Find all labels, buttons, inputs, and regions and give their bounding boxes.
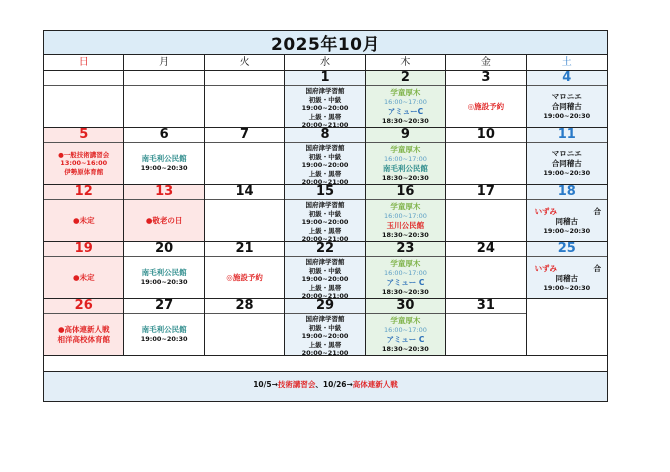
day-cell [366,185,446,242]
event-line: 初級・中級 [308,266,342,275]
day-cell [285,128,365,185]
event-line: 19:00~20:30 [140,278,188,287]
day-number: 1 [285,71,364,86]
day-number: 23 [366,242,445,257]
day-cell [446,242,526,299]
day-number: 15 [285,185,364,200]
event-line: 20:00~21:00 [301,178,349,185]
calendar-title: 2025年10月 [271,35,380,55]
event-line: 同稽古 [555,273,579,283]
day-cell [446,128,526,185]
day-cell [205,71,285,128]
event-line: いずみ [534,206,558,216]
event-line: 上級・黒帯 [308,169,342,178]
day-cell [205,128,285,185]
event-line: 19:00~20:30 [543,112,591,121]
day-cell [446,299,526,356]
footer-part: 技術講習会 [277,380,316,389]
weekday-wed: 水 [285,55,365,70]
event-line: ◎施設予約 [467,101,505,111]
event-line: 19:00~20:00 [301,218,349,227]
event-line: 16:00~17:00 [383,268,427,277]
day-number: 17 [446,185,525,200]
day-number: 25 [527,242,607,257]
event-line: 初級・中級 [308,209,342,218]
footer-part: 高体連新人戦 [352,380,398,389]
event-line: 学童厚木 [390,315,421,325]
event-line: 19:00~20:30 [140,164,188,173]
event-line: 18:30~20:30 [382,116,429,125]
event-line: 16:00~17:00 [383,211,427,220]
event-line: いずみ [534,263,558,273]
day-cell [285,185,365,242]
event-line: 同稽古 [555,216,579,226]
event-line: ●敬老の日 [145,215,183,225]
event-line: 国府津学習館 [305,258,345,266]
event-line: 南毛利公民館 [382,163,428,173]
event-line: 学童厚木 [390,258,421,268]
day-number: 7 [205,128,284,143]
day-number: 27 [124,299,203,314]
event-line: 16:00~17:00 [383,97,427,106]
event-line: 19:00~20:00 [301,161,349,170]
event-line: アミュー C [386,334,425,344]
day-cell [285,242,365,299]
day-number: 16 [366,185,445,200]
event-line: 学童厚木 [390,201,421,211]
day-number: 28 [205,299,284,314]
event-line: 20:00~21:00 [301,349,349,356]
event-line: 合同稽古 [551,159,582,169]
day-number: 19 [44,242,123,257]
day-cell [527,128,607,185]
day-number: 22 [285,242,364,257]
event-line: ◎施設予約 [226,272,263,282]
day-cell [285,71,365,128]
event-line: ●一般技術講習会 [58,150,110,159]
event-line: 19:00~20:00 [301,275,349,284]
day-cell [366,128,446,185]
weekday-sat: 土 [561,57,572,68]
footer-part: 、10/26→ [315,380,353,389]
day-cell [124,185,204,242]
event-line: 13:00~16:00 [60,159,108,168]
day-number: 21 [205,242,284,257]
event-line: 相洋高校体育館 [57,334,110,344]
event-line: 学童厚木 [390,87,421,97]
event-line: 玉川公民館 [386,220,425,230]
event-line: 国府津学習館 [305,201,345,209]
weekday-header [44,55,607,71]
day-cell [446,71,526,128]
weekday-sun: 日 [44,55,124,70]
footer-note [44,371,607,401]
day-cell [527,185,607,242]
day-number: 2 [366,71,445,86]
event-line: アミュー C [386,277,425,287]
event-line: 初級・中級 [308,323,342,332]
day-cell [366,71,446,128]
event-line: 国府津学習館 [305,315,345,323]
day-cell [366,242,446,299]
event-line: 南毛利公民館 [141,154,187,164]
event-line: 伊勢原体育館 [64,167,104,176]
event-line: 上級・黒帯 [308,340,342,349]
weekday-tue: 火 [205,55,285,70]
day-number: 12 [44,185,123,200]
calendar-sheet [43,30,608,402]
event-line: ●高体連新人戦 [57,324,110,334]
event-line: 16:00~17:00 [383,154,427,163]
day-cell [366,299,446,356]
footer-part: 10/5→ [253,380,278,389]
day-cell [205,242,285,299]
day-number: 26 [44,299,123,314]
day-number: 30 [366,299,445,314]
event-line: 国府津学習館 [305,87,345,95]
day-cell [44,185,124,242]
event-line: 19:00~20:30 [543,226,591,235]
event-line: 19:00~20:00 [301,104,349,113]
weekday-thu: 木 [366,55,446,70]
day-cell [124,299,204,356]
event-line: 18:30~20:30 [382,344,429,353]
day-cell [124,71,204,128]
day-cell [124,128,204,185]
event-line: 16:00~17:00 [383,325,427,334]
event-line: 18:30~20:30 [382,230,429,239]
event-line: ●未定 [72,215,95,225]
event-line: 学童厚木 [390,144,421,154]
day-number: 9 [366,128,445,143]
day-cell [44,71,124,128]
event-line: ●未定 [72,272,95,282]
event-line: 初級・中級 [308,95,342,104]
day-number: 18 [527,185,607,200]
day-cell [527,299,607,356]
event-line: アミューC [387,106,424,116]
event-line: 20:00~21:00 [301,121,349,128]
event-line: 上級・黒帯 [308,283,342,292]
event-line: マロニエ [551,149,582,159]
event-line: 合 [593,263,601,273]
event-line: 19:00~20:30 [543,169,591,178]
event-line: 19:00~20:30 [543,283,591,292]
day-number: 24 [446,242,525,257]
day-number: 10 [446,128,525,143]
day-number: 13 [124,185,203,200]
day-number: 4 [527,71,607,86]
weekday-mon: 月 [124,55,204,70]
day-number: 3 [446,71,525,86]
event-line: 国府津学習館 [305,144,345,152]
event-line: 20:00~21:00 [301,235,349,242]
weekday-fri: 金 [446,55,526,70]
day-number: 8 [285,128,364,143]
day-number: 31 [446,299,525,314]
event-line: 上級・黒帯 [308,112,342,121]
day-number: 20 [124,242,203,257]
day-cell [44,242,124,299]
day-cell [124,242,204,299]
day-cell [446,185,526,242]
day-number: 6 [124,128,203,143]
event-line: 南毛利公民館 [141,325,187,335]
event-line: 18:30~20:30 [382,287,429,296]
event-line: マロニエ [551,92,582,102]
title-bar [44,31,607,55]
event-line: 南毛利公民館 [141,268,187,278]
day-cell [285,299,365,356]
event-line: 合同稽古 [551,102,582,112]
day-cell [44,128,124,185]
day-cell [44,299,124,356]
event-line: 上級・黒帯 [308,226,342,235]
day-cell [205,299,285,356]
event-line: 19:00~20:30 [140,335,188,344]
event-line: 合 [593,206,601,216]
day-cell [527,71,607,128]
day-number: 5 [44,128,123,143]
day-cell [527,242,607,299]
event-line: 20:00~21:00 [301,292,349,299]
event-line: 初級・中級 [308,152,342,161]
calendar-grid [44,71,607,356]
day-number: 11 [527,128,607,143]
event-line: 18:30~20:30 [382,173,429,182]
event-line: 19:00~20:00 [301,332,349,341]
day-number: 14 [205,185,284,200]
day-cell [205,185,285,242]
day-number: 29 [285,299,364,314]
